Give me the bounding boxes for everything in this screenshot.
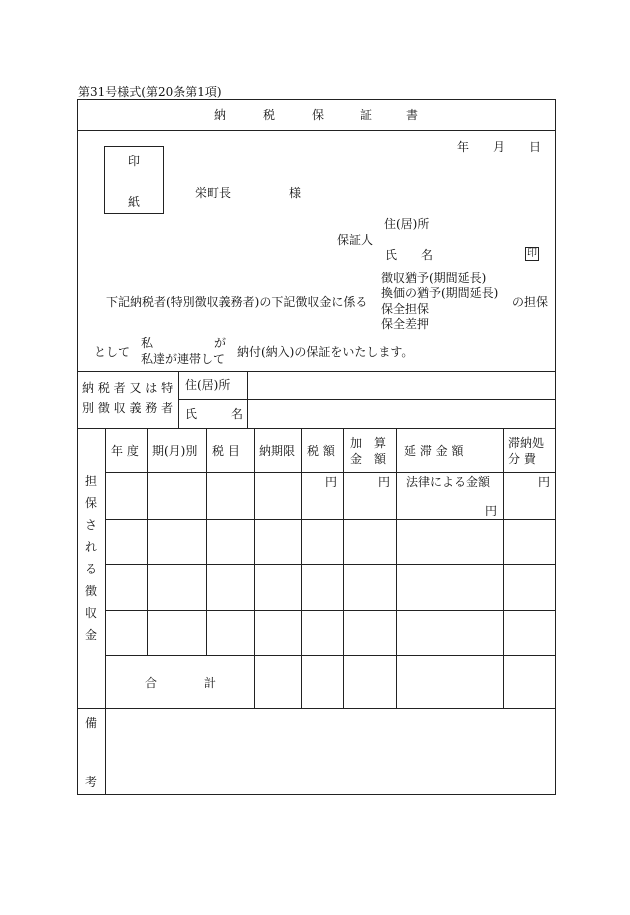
rule-title-bottom [77,130,556,131]
title-char-1: 納 [214,108,227,122]
remarks-label-top: 備 [85,716,98,730]
rule-col-ki [206,428,207,655]
header-nendo: 年 度 [111,444,139,458]
side-char-4: れ [84,540,97,554]
statement-watashi: 私 [141,336,154,350]
side-char-8: 金 [84,628,97,642]
statement-suffix: の担保 [512,295,549,309]
rule-taxpayer-mid [178,399,556,400]
secured-amount-side-label [84,474,98,650]
statement-option-4: 保全差押 [381,317,430,331]
rule-row1-bottom [105,519,556,520]
title-char-3: 保 [312,108,325,122]
rule-row2-bottom [105,564,556,565]
date-year-label: 年 [457,140,470,154]
rule-row3-bottom [105,610,556,611]
guarantor-name-label-2: 名 [421,248,434,262]
header-entai: 延 滞 金 額 [404,444,464,458]
stamp-label-bottom: 紙 [128,195,141,209]
statement-option-1: 徴収猶予(期間延長) [381,271,487,285]
taxpayer-label-line1: 納 税 者 又 は 特 [82,381,174,395]
side-char-6: 徴 [84,584,97,598]
side-char-5: る [84,562,97,576]
rule-taxpayer-bottom [77,428,556,429]
header-taino-2: 分 費 [508,452,536,466]
addressee-honorific: 様 [289,186,302,200]
taxpayer-name-label-1: 氏 [185,407,198,421]
rule-col-noukigen [301,428,302,708]
rule-taxpayer-label-right [178,371,179,428]
guarantor-name-label-1: 氏 [385,248,398,262]
rule-header-bottom [105,472,556,473]
total-label-2: 計 [204,676,217,690]
date-day-label: 日 [529,140,542,154]
guarantor-label: 保証人 [337,233,374,247]
rule-row4-bottom [105,655,556,656]
taxpayer-address-label: 住(居)所 [185,378,231,392]
law-amount-label: 法律による金額 [406,475,491,489]
yen-taino: 円 [538,475,551,489]
side-char-1: 担 [84,474,97,488]
guarantor-seal-mark: 印 [527,248,537,259]
rule-col-kasan [396,428,397,708]
taxpayer-name-label-2: 名 [231,407,244,421]
header-ki: 期(月)別 [152,444,198,458]
rule-statement-bottom [77,371,556,372]
rule-col-zeigaku [343,428,344,708]
remarks-label-bottom: 考 [85,775,98,789]
side-char-2: 保 [84,496,97,510]
rule-side-label-right [105,428,106,795]
rule-taxpayer-field-right [247,371,248,428]
rule-table-bottom [77,708,556,709]
yen-zeigaku: 円 [325,475,338,489]
rule-col-zeimoku [254,428,255,708]
statement-option-2: 換価の猶予(期間延長) [381,286,499,300]
total-label-1: 合 [145,676,158,690]
guarantor-address-label: 住(居)所 [384,217,430,231]
statement-watashitachi: 私達が連帯して [141,352,226,366]
rule-col-entai [503,428,504,708]
yen-entai: 円 [485,504,498,518]
date-month-label: 月 [493,140,506,154]
statement-toshite: として [94,345,131,359]
statement-prefix: 下記納税者(特別徴収義務者)の下記徴収金に係る [106,295,368,309]
title-char-2: 税 [263,108,276,122]
taxpayer-label-line2: 別 徴 収 義 務 者 [82,401,174,415]
header-zeimoku: 税 目 [212,444,240,458]
side-char-3: さ [84,518,97,532]
side-char-7: 収 [84,606,97,620]
title-char-4: 証 [360,108,373,122]
statement-option-3: 保全担保 [381,302,430,316]
header-taino-1: 滞納処 [508,436,545,450]
header-kasan-2: 金 額 [350,452,387,466]
stamp-label-top: 印 [128,154,141,168]
statement-ga: が [214,336,227,350]
header-zeigaku: 税 額 [307,444,335,458]
header-noukigen: 納期限 [259,444,296,458]
form-number-label: 第31号様式(第20条第1項) [78,85,222,99]
addressee-mayor: 栄町長 [195,186,232,200]
rule-col-nendo [147,428,148,655]
header-kasan-1: 加 算 [350,436,387,450]
yen-kasan: 円 [378,475,391,489]
statement-guarantee-text: 納付(納入)の保証をいたします。 [237,345,414,359]
title-char-5: 書 [406,108,419,122]
